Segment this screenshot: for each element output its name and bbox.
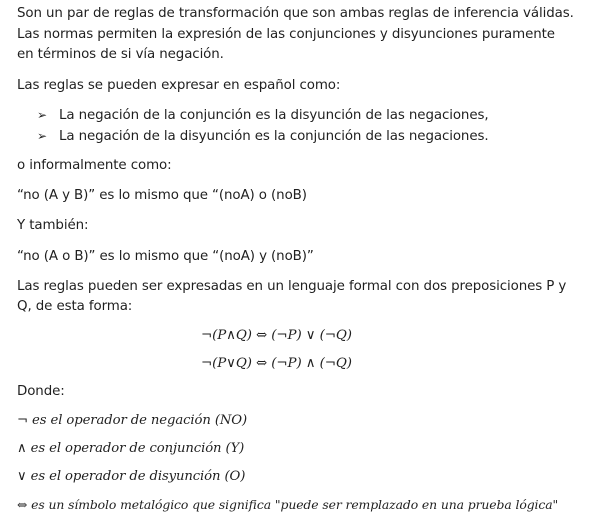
informal-paragraph: o informalmente como: <box>17 158 172 173</box>
arrow-bullet-icon: ➢ <box>37 129 47 143</box>
formal-line-2: Q, de esta forma: <box>17 299 133 314</box>
formula-2: ¬(P∨Q) ⇔ (¬P) ∧ (¬Q) <box>201 356 352 371</box>
intro-line-3: en términos de si vía negación. <box>17 47 224 62</box>
conjunction-symbol: ∧ <box>17 441 27 456</box>
tambien-paragraph: Y también: <box>17 218 89 233</box>
definition-conjunction <box>17 439 244 459</box>
example-line-2: “no (A o B)” es lo mismo que “(noA) y (noB)” <box>17 249 314 264</box>
bullet-item-2 <box>37 126 489 147</box>
donde-paragraph: Donde: <box>17 384 65 399</box>
intro-line-2: Las normas permiten la expresión de las conjunciones y disyunciones puramente <box>17 27 555 42</box>
bullet-text: La negación de la disyunción es la conjunción de las negaciones. <box>59 129 489 144</box>
arrow-bullet-icon: ➢ <box>37 108 47 122</box>
bullet-text: La negación de la conjunción es la disyunción de las negaciones, <box>59 108 489 123</box>
definition-text: es el operador de negación (NO) <box>32 413 248 428</box>
definition-disjunction <box>17 467 245 487</box>
definition-text: es un símbolo metalógico que significa "puede ser remplazado en una prueba lógica" <box>31 497 559 512</box>
definition-equivalence <box>17 495 558 515</box>
example-line-1: “no (A y B)” es lo mismo que “(noA) o (noB) <box>17 188 307 203</box>
definition-text: es el operador de conjunción (Y) <box>30 441 245 456</box>
formal-line-1: Las reglas pueden ser expresadas en un lenguaje formal con dos preposiciones P y <box>17 279 567 294</box>
definition-negation <box>17 411 247 431</box>
intro-line-1: Son un par de reglas de transformación que son ambas reglas de inferencia válidas. <box>17 6 574 21</box>
definition-text: es el operador de disyunción (O) <box>30 469 246 484</box>
negation-symbol: ¬ <box>17 413 28 428</box>
disjunction-symbol: ∨ <box>17 469 27 484</box>
formula-1: ¬(P∧Q) ⇔ (¬P) ∨ (¬Q) <box>201 328 352 343</box>
expresar-paragraph: Las reglas se pueden expresar en español como: <box>17 78 341 93</box>
equivalence-symbol: ⇔ <box>17 497 28 512</box>
bullet-item-1 <box>37 105 489 126</box>
